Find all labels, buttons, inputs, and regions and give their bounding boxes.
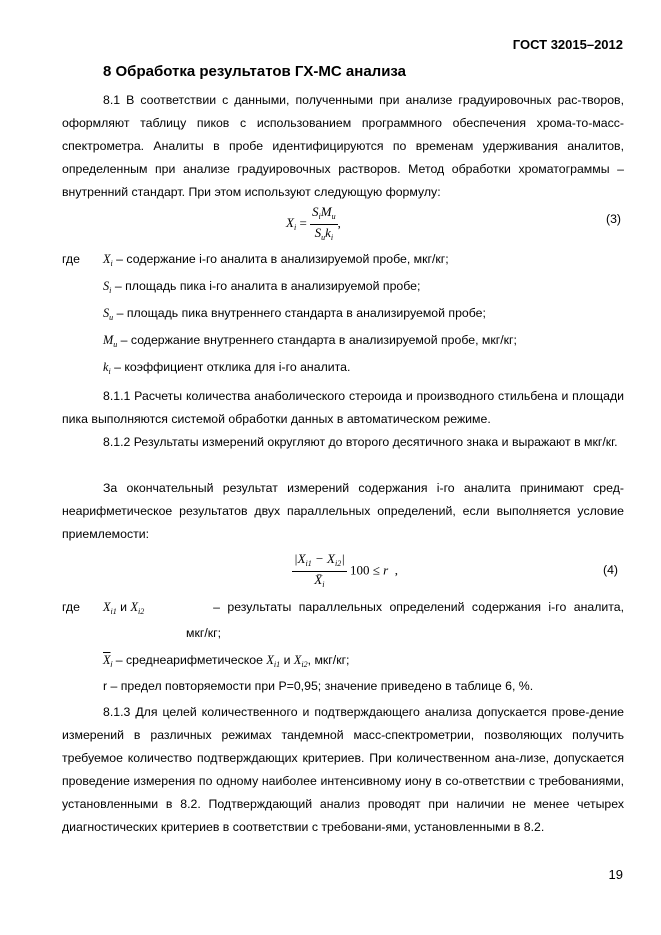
paragraph-final-result: За окончательный результат измерений содержания i-го аналита принимают сред-неарифметическое результатов двух параллельных определений, если выполняется условие приемлемости: — [62, 481, 624, 541]
formula-3: $X_i$ = $\frac{S_iM_u}{S_uk_i}$ , — [286, 204, 341, 242]
def-su: $S_u$ – площадь пика внутреннего стандарта в анализируемой пробе; — [103, 306, 486, 322]
def-x1x2: $X_{i1}$ и $X_{i2}$ – результаты параллельных определений содержания i-го аналита, — [103, 600, 624, 616]
paragraph-8-1-1: 8.1.1 Расчеты количества анаболического стероида и производного стильбена и площади пика выполняются системой обработки данных в автоматическом режиме. — [62, 389, 624, 426]
section-title: 8 Обработка результатов ГХ-МС анализа — [103, 63, 407, 80]
where-label-2: где — [62, 600, 80, 614]
paragraph-8-1: 8.1 В соответствии с данными, полученными при анализе градуировочных рас-творов, оформляют таблицу пиков с использованием программного обеспечения хрома-то-масс-спектрометра. Аналиты в пробе идентифицируются по временам удерживания аналитов, определенным при анализе градуировочных растворов. Метод обработки хроматограммы – внутренний стандарт. При этом используют следующую формулу: — [62, 93, 624, 199]
where-label: где — [62, 252, 80, 266]
standard-header: ГОСТ 32015–2012 — [512, 37, 623, 52]
def-x1x2-unit: мкг/кг; — [186, 626, 222, 640]
formula-4-number: (4) — [603, 563, 619, 577]
def-ki: $k_i$ – коэффициент отклика для i-го аналита. — [103, 360, 351, 376]
paragraph-8-1-2: 8.1.2 Результаты измерений округляют до второго десятичного знака и выражают в мкг/кг. — [103, 435, 618, 449]
def-r: r – предел повторяемости при P=0,95; значение приведено в таблице 6, %. — [103, 679, 534, 693]
formula-3-number: (3) — [606, 212, 622, 226]
def-mu: $M_u$ – содержание внутреннего стандарта в анализируемой пробе, мкг/кг; — [103, 333, 517, 349]
def-xbar: $\overline{X}_i$ – среднеарифметическое $X_{i1}$ и $X_{i2}$, мкг/кг; — [103, 653, 350, 669]
page-number: 19 — [608, 867, 623, 882]
def-xi: $X_i$ – содержание i-го аналита в анализируемой пробе, мкг/кг; — [103, 252, 449, 268]
def-si: $S_i$ – площадь пика i-го аналита в анализируемой пробе; — [103, 279, 421, 295]
paragraph-8-1-3: 8.1.3 Для целей количественного и подтверждающего анализа допускается прове-дение измерений в различных режимах тандемной масс-спектрометрии, позволяющих получить требуемое количество подтверждающих критериев. При количественном ана-лизе, допускается проведение измерения по одному наиболее интенсивному иону в со-ответствии с требованиями, установленными в 8.2. Подтверждающий анализ проводят при наличии не менее четырех диагностических критериев в соответствии с требовани-ями, установленными в 8.2. — [62, 705, 624, 834]
formula-4: $\frac{|X_{i1} - X_{i2}|}{X̄_i}$ 100 ≤ r , — [294, 551, 398, 589]
